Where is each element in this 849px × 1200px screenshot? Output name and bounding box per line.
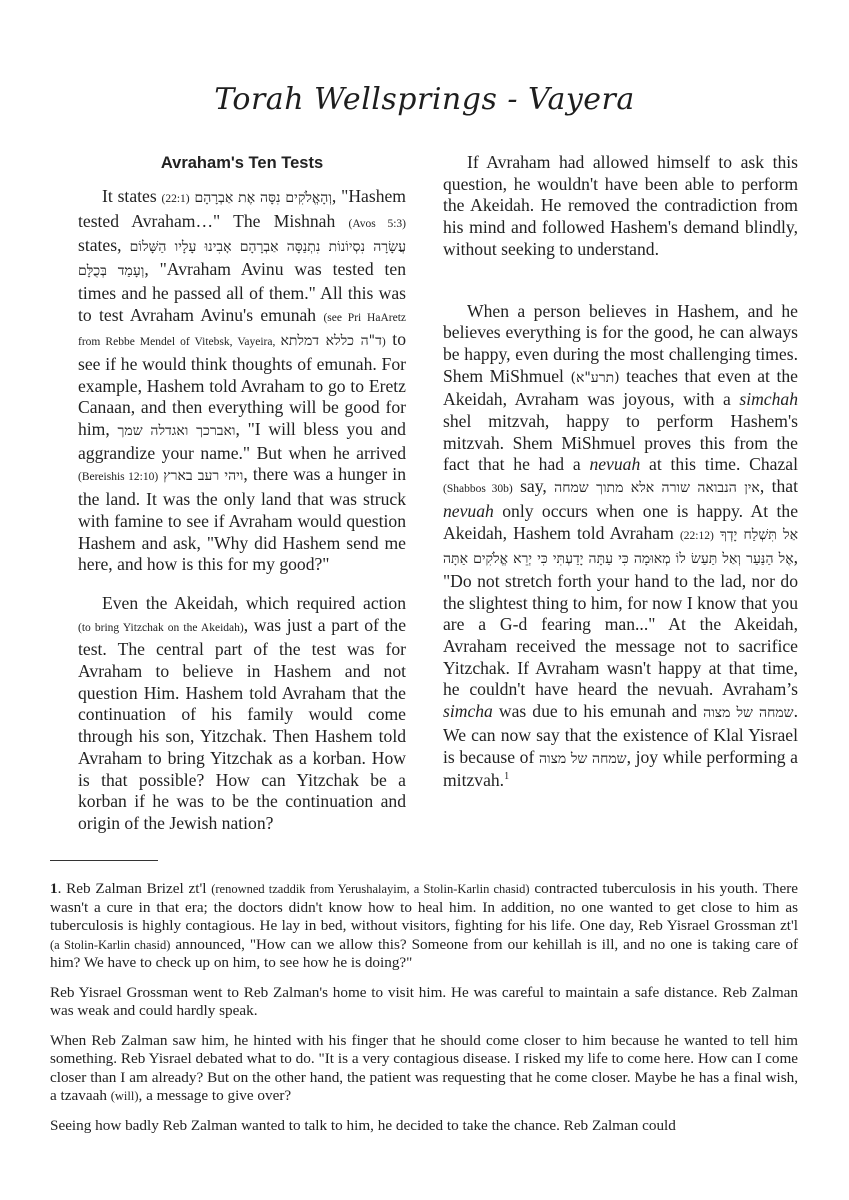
footnote-number: 1	[50, 880, 58, 897]
source-reference: (תרע"א)	[570, 369, 620, 386]
text: teaches that even at the Akeidah, Avraham was joyous, with a	[443, 365, 798, 410]
source-reference: )	[381, 336, 386, 349]
text: , that	[759, 476, 798, 497]
italic-term: simcha	[443, 701, 493, 722]
text: at this time. Chazal	[640, 454, 798, 475]
footnote-reference[interactable]: 1	[504, 771, 510, 783]
hebrew-quote: ואברכך ואגדלה שמך	[117, 423, 236, 440]
section-heading: Avraham's Ten Tests	[160, 154, 324, 172]
text: contracted tuberculosis in his youth. There wasn't a cure in that era; the doctors didn't know how to heal him. In addition, no one wanted to get close to him as tuberculosis is highly contagious. He lay in bed, without visitors, fighting for his life. One day, Reb Yisrael Grossman zt'l	[50, 880, 798, 934]
text: When a person believes in Hashem, and he believes everything is for the good, he can always be happy, even during the most challenging times. Shem MiShmuel	[443, 300, 798, 386]
text: , "Do not stretch forth your hand to the lad, nor do the slightest thing to him, for now I know that you are a G-d fearing man..." At the Akeidah, Avraham received the message not to sacrifice Yitzchak. If Avraham wasn't happy at that time, he couldn't have heard the nevuah. Avraham’s	[443, 547, 798, 700]
text: announced, "How can we allow this? Someone from our kehillah is ill, and no one is taking care of him? We have to check up on him, to see how he is doing?"	[50, 935, 798, 971]
footnote-paragraph-2: Reb Yisrael Grossman went to Reb Zalman's home to visit him. He was careful to maintain a safe distance. Reb Zalman was weak and could hardly speak.	[50, 983, 798, 1019]
source-reference: (22:12)	[679, 529, 714, 542]
left-paragraph-2	[78, 593, 406, 835]
hebrew-quote: ד"ה כללא דמלתא	[280, 333, 382, 350]
source-reference: (Shabbos 30b)	[443, 483, 513, 496]
text: Even the Akeidah, which required action	[102, 592, 406, 613]
text: When Reb Zalman saw him, he hinted with his finger that he should come closer to him because he wanted to tell him something. Reb Yisrael debated what to do. "It is a very contagious disease. I risked my life to come here. How can I come closer than I am already? But on the other hand, the patient was requesting that he come closer. Maybe he has a final wish, a tzavaah	[50, 1031, 798, 1104]
text: , joy while performing a mitzvah.	[443, 746, 798, 791]
text: , "Avraham Avinu was tested ten times and he passed all of them." All this was to test Avraham Avinu's emunah	[78, 259, 407, 325]
text: was due to his emunah and	[492, 701, 704, 722]
source-reference: (to bring Yitzchak on the Akeidah)	[78, 621, 244, 634]
source-reference: (renowned tzaddik from Yerushalayim, a Stolin-Karlin chasid)	[211, 882, 530, 896]
hebrew-quote: שמחה של מצוה	[703, 705, 794, 722]
text: , "Hashem tested Avraham…" The Mishnah	[78, 186, 406, 231]
source-reference: (Bereishis 12:10)	[78, 471, 159, 484]
text: only occurs when one is happy. At the Akeidah, Hashem told Avraham	[443, 500, 798, 543]
hebrew-quote: ויהי רעב בארץ	[163, 468, 244, 485]
footnote-paragraph-3	[50, 1032, 798, 1106]
italic-term: nevuah	[589, 454, 641, 475]
italic-term: simchah	[739, 389, 798, 410]
footnotes-section	[50, 880, 798, 1146]
hebrew-quote: וְהָאֱלֹקִים נִסָּה אֶת אַבְרָהָם	[194, 190, 332, 206]
source-reference: (22:1)	[161, 193, 190, 205]
text: , "I will bless you and aggrandize your name." But when he arrived	[78, 419, 406, 463]
text: , was just a part of the test. The central part of the test was for Avraham to believe in Hashem and not question Him. Hashem told Avraham that the continuation of his family would come through his son, Yitzchak. Then Hashem told Avraham to bring Yitzchak as a korban. How is that possible? How can Yitzchak be a korban if he was to be the continuation and origin of the Jewish nation?	[78, 614, 406, 833]
italic-term: nevuah	[443, 500, 494, 521]
text: shel mitzvah, happy to perform Hashem's mitzvah. Shem MiShmuel proves this from the fact that he had a	[443, 411, 798, 475]
right-paragraph-1: If Avraham had allowed himself to ask this question, he wouldn't have been able to perform the Akeidah. He removed the contradiction from his mind and followed Hashem's demand blindly, without seeking to understand.	[443, 152, 798, 259]
left-column	[78, 152, 406, 852]
text: . Reb Zalman Brizel zt'l	[57, 880, 212, 897]
source-reference: (see Pri HaAretz from Rebbe Mendel of Vitebsk, Vayeira,	[78, 311, 406, 349]
hebrew-quote: אין הנבואה שורה אלא מתוך שמחה	[554, 480, 760, 497]
right-paragraph-2	[443, 301, 798, 792]
text: , there was a hunger in the land. It was the only land that was struck with famine to see if Avraham would question Hashem and ask, "Why did Hashem send me here, and how is this for my good?"	[78, 464, 406, 575]
footnote-divider	[50, 860, 158, 861]
right-column	[443, 152, 798, 809]
source-reference: (will)	[110, 1089, 139, 1103]
page-title: Torah Wellsprings - Vayera	[214, 82, 635, 117]
text: states,	[78, 235, 130, 256]
text: to see if he would think thoughts of emunah. For example, Hashem told Avraham to go to Eretz Canaan, and then everything will be good for him,	[78, 329, 406, 440]
left-paragraph-1	[78, 186, 406, 576]
footnote-paragraph-4: Seeing how badly Reb Zalman wanted to talk to him, he decided to take the chance. Reb Zalman could	[50, 1116, 676, 1134]
text: . We can now say that the existence of Klal Yisrael is because of	[443, 701, 798, 767]
hebrew-quote: עֲשָׂרָה נִסְיוֹנוֹת נִתְנַסָּה אַבְרָהָם אָבִינוּ עָלָיו הַשָּׁלוֹם וְעָמַד בְּכֻלָּם	[78, 239, 406, 280]
source-reference: (Avos 5:3)	[348, 217, 406, 230]
footnote-paragraph-1	[50, 880, 798, 973]
hebrew-quote: אַל תִּשְׁלַח יָדְךָ אֶל הַנַּעַר וְאַל תַּעַשׂ לוֹ מְאוּמָה כִּי עַתָּה יָדַעְתִּי כִּי יְרֵא אֱלֹקִים אַתָּה	[443, 526, 798, 568]
source-reference: (a Stolin-Karlin chasid)	[50, 937, 171, 952]
text: say,	[512, 476, 555, 497]
text: , a message to give over?	[138, 1087, 292, 1104]
text: It states	[102, 186, 162, 206]
hebrew-quote: שמחה של מצוה	[538, 750, 627, 767]
